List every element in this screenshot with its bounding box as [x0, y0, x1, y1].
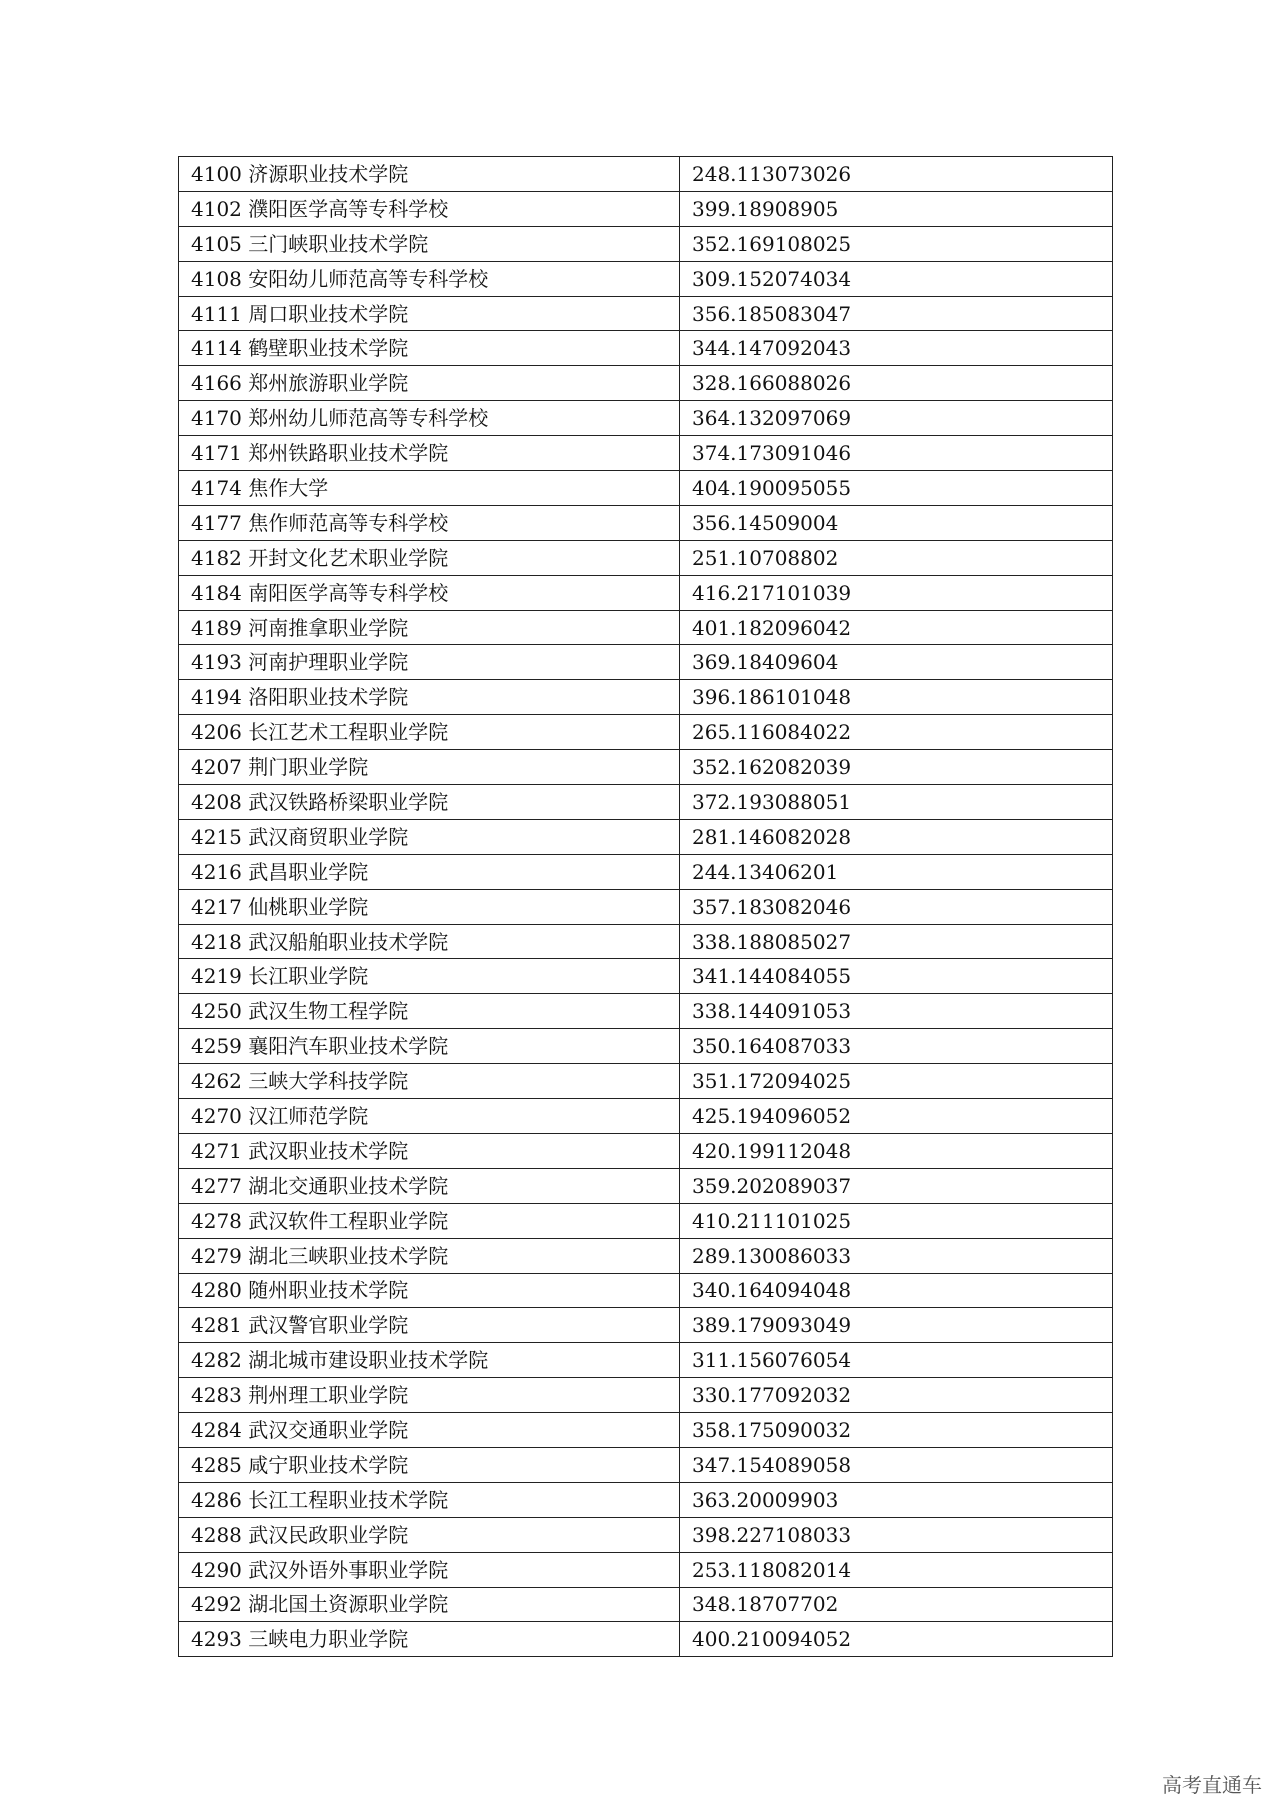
- table-row: [179, 226, 1113, 261]
- score-cell: 328.166088026: [680, 366, 1113, 401]
- table-row: [179, 366, 1113, 401]
- table-row: [179, 1447, 1113, 1482]
- score-cell: 416.217101039: [680, 575, 1113, 610]
- score-cell: 311.156076054: [680, 1343, 1113, 1378]
- watermark: 高考直通车: [1162, 1773, 1262, 1797]
- table-row: [179, 1238, 1113, 1273]
- school-cell: 4206 长江艺术工程职业学院: [179, 715, 680, 750]
- table-row: [179, 575, 1113, 610]
- school-cell: 4259 襄阳汽车职业技术学院: [179, 1029, 680, 1064]
- table-row: [179, 1343, 1113, 1378]
- school-cell: 4277 湖北交通职业技术学院: [179, 1168, 680, 1203]
- school-cell: 4184 南阳医学高等专科学校: [179, 575, 680, 610]
- school-cell: 4217 仙桃职业学院: [179, 889, 680, 924]
- score-cell: 253.118082014: [680, 1552, 1113, 1587]
- score-cell: 350.164087033: [680, 1029, 1113, 1064]
- score-cell: 425.194096052: [680, 1099, 1113, 1134]
- school-cell: 4111 周口职业技术学院: [179, 296, 680, 331]
- score-table-body: [179, 157, 1113, 1657]
- table-row: [179, 715, 1113, 750]
- score-cell: 356.185083047: [680, 296, 1113, 331]
- table-row: [179, 436, 1113, 471]
- school-cell: 4215 武汉商贸职业学院: [179, 819, 680, 854]
- score-cell: 348.18707702: [680, 1587, 1113, 1622]
- score-cell: 359.202089037: [680, 1168, 1113, 1203]
- score-cell: 244.13406201: [680, 854, 1113, 889]
- score-cell: 309.152074034: [680, 261, 1113, 296]
- table-row: [179, 1413, 1113, 1448]
- school-cell: 4207 荆门职业学院: [179, 750, 680, 785]
- table-row: [179, 785, 1113, 820]
- school-cell: 4166 郑州旅游职业学院: [179, 366, 680, 401]
- school-cell: 4286 长江工程职业技术学院: [179, 1482, 680, 1517]
- school-cell: 4219 长江职业学院: [179, 959, 680, 994]
- table-row: [179, 994, 1113, 1029]
- score-cell: 289.130086033: [680, 1238, 1113, 1273]
- table-row: [179, 1029, 1113, 1064]
- school-cell: 4114 鹤壁职业技术学院: [179, 331, 680, 366]
- score-cell: 396.186101048: [680, 680, 1113, 715]
- score-cell: 251.10708802: [680, 540, 1113, 575]
- table-row: [179, 296, 1113, 331]
- score-cell: 281.146082028: [680, 819, 1113, 854]
- school-cell: 4194 洛阳职业技术学院: [179, 680, 680, 715]
- table-row: [179, 1099, 1113, 1134]
- score-cell: 369.18409604: [680, 645, 1113, 680]
- school-cell: 4250 武汉生物工程学院: [179, 994, 680, 1029]
- school-cell: 4177 焦作师范高等专科学校: [179, 505, 680, 540]
- table-row: [179, 505, 1113, 540]
- table-row: [179, 1203, 1113, 1238]
- score-cell: 410.211101025: [680, 1203, 1113, 1238]
- table-row: [179, 1064, 1113, 1099]
- school-cell: 4290 武汉外语外事职业学院: [179, 1552, 680, 1587]
- table-row: [179, 471, 1113, 506]
- school-cell: 4288 武汉民政职业学院: [179, 1517, 680, 1552]
- score-cell: 400.210094052: [680, 1622, 1113, 1657]
- table-row: [179, 1622, 1113, 1657]
- score-cell: 420.199112048: [680, 1133, 1113, 1168]
- score-cell: 352.162082039: [680, 750, 1113, 785]
- table-row: [179, 1482, 1113, 1517]
- table-row: [179, 610, 1113, 645]
- school-cell: 4278 武汉软件工程职业学院: [179, 1203, 680, 1238]
- score-cell: 248.113073026: [680, 157, 1113, 192]
- table-row: [179, 540, 1113, 575]
- table-row: [179, 401, 1113, 436]
- school-cell: 4292 湖北国土资源职业学院: [179, 1587, 680, 1622]
- school-cell: 4281 武汉警官职业学院: [179, 1308, 680, 1343]
- table-row: [179, 157, 1113, 192]
- school-cell: 4279 湖北三峡职业技术学院: [179, 1238, 680, 1273]
- school-cell: 4193 河南护理职业学院: [179, 645, 680, 680]
- school-cell: 4105 三门峡职业技术学院: [179, 226, 680, 261]
- table-row: [179, 819, 1113, 854]
- table-row: [179, 924, 1113, 959]
- table-row: [179, 191, 1113, 226]
- score-cell: 363.20009903: [680, 1482, 1113, 1517]
- score-cell: 398.227108033: [680, 1517, 1113, 1552]
- school-cell: 4283 荆州理工职业学院: [179, 1378, 680, 1413]
- school-cell: 4262 三峡大学科技学院: [179, 1064, 680, 1099]
- table-row: [179, 1133, 1113, 1168]
- table-row: [179, 889, 1113, 924]
- school-cell: 4102 濮阳医学高等专科学校: [179, 191, 680, 226]
- table-row: [179, 750, 1113, 785]
- school-cell: 4218 武汉船舶职业技术学院: [179, 924, 680, 959]
- table-row: [179, 680, 1113, 715]
- school-cell: 4285 咸宁职业技术学院: [179, 1447, 680, 1482]
- table-row: [179, 1308, 1113, 1343]
- score-cell: 341.144084055: [680, 959, 1113, 994]
- score-cell: 330.177092032: [680, 1378, 1113, 1413]
- school-cell: 4208 武汉铁路桥梁职业学院: [179, 785, 680, 820]
- score-cell: 399.18908905: [680, 191, 1113, 226]
- table-row: [179, 959, 1113, 994]
- score-table: [178, 156, 1113, 1657]
- table-row: [179, 1168, 1113, 1203]
- table-row: [179, 1587, 1113, 1622]
- score-cell: 356.14509004: [680, 505, 1113, 540]
- table-row: [179, 645, 1113, 680]
- table-row: [179, 1552, 1113, 1587]
- score-cell: 344.147092043: [680, 331, 1113, 366]
- score-cell: 357.183082046: [680, 889, 1113, 924]
- school-cell: 4174 焦作大学: [179, 471, 680, 506]
- school-cell: 4271 武汉职业技术学院: [179, 1133, 680, 1168]
- school-cell: 4270 汉江师范学院: [179, 1099, 680, 1134]
- school-cell: 4182 开封文化艺术职业学院: [179, 540, 680, 575]
- table-row: [179, 854, 1113, 889]
- school-cell: 4189 河南推拿职业学院: [179, 610, 680, 645]
- table-row: [179, 1273, 1113, 1308]
- school-cell: 4100 济源职业技术学院: [179, 157, 680, 192]
- school-cell: 4282 湖北城市建设职业技术学院: [179, 1343, 680, 1378]
- score-cell: 351.172094025: [680, 1064, 1113, 1099]
- score-cell: 389.179093049: [680, 1308, 1113, 1343]
- school-cell: 4171 郑州铁路职业技术学院: [179, 436, 680, 471]
- school-cell: 4216 武昌职业学院: [179, 854, 680, 889]
- table-row: [179, 261, 1113, 296]
- school-cell: 4280 随州职业技术学院: [179, 1273, 680, 1308]
- score-cell: 352.169108025: [680, 226, 1113, 261]
- school-cell: 4293 三峡电力职业学院: [179, 1622, 680, 1657]
- table-row: [179, 1378, 1113, 1413]
- score-cell: 340.164094048: [680, 1273, 1113, 1308]
- score-cell: 404.190095055: [680, 471, 1113, 506]
- school-cell: 4108 安阳幼儿师范高等专科学校: [179, 261, 680, 296]
- score-cell: 347.154089058: [680, 1447, 1113, 1482]
- score-cell: 364.132097069: [680, 401, 1113, 436]
- score-cell: 401.182096042: [680, 610, 1113, 645]
- score-cell: 338.188085027: [680, 924, 1113, 959]
- score-cell: 265.116084022: [680, 715, 1113, 750]
- score-cell: 338.144091053: [680, 994, 1113, 1029]
- school-cell: 4170 郑州幼儿师范高等专科学校: [179, 401, 680, 436]
- score-cell: 374.173091046: [680, 436, 1113, 471]
- table-row: [179, 1517, 1113, 1552]
- school-cell: 4284 武汉交通职业学院: [179, 1413, 680, 1448]
- score-cell: 372.193088051: [680, 785, 1113, 820]
- score-cell: 358.175090032: [680, 1413, 1113, 1448]
- table-row: [179, 331, 1113, 366]
